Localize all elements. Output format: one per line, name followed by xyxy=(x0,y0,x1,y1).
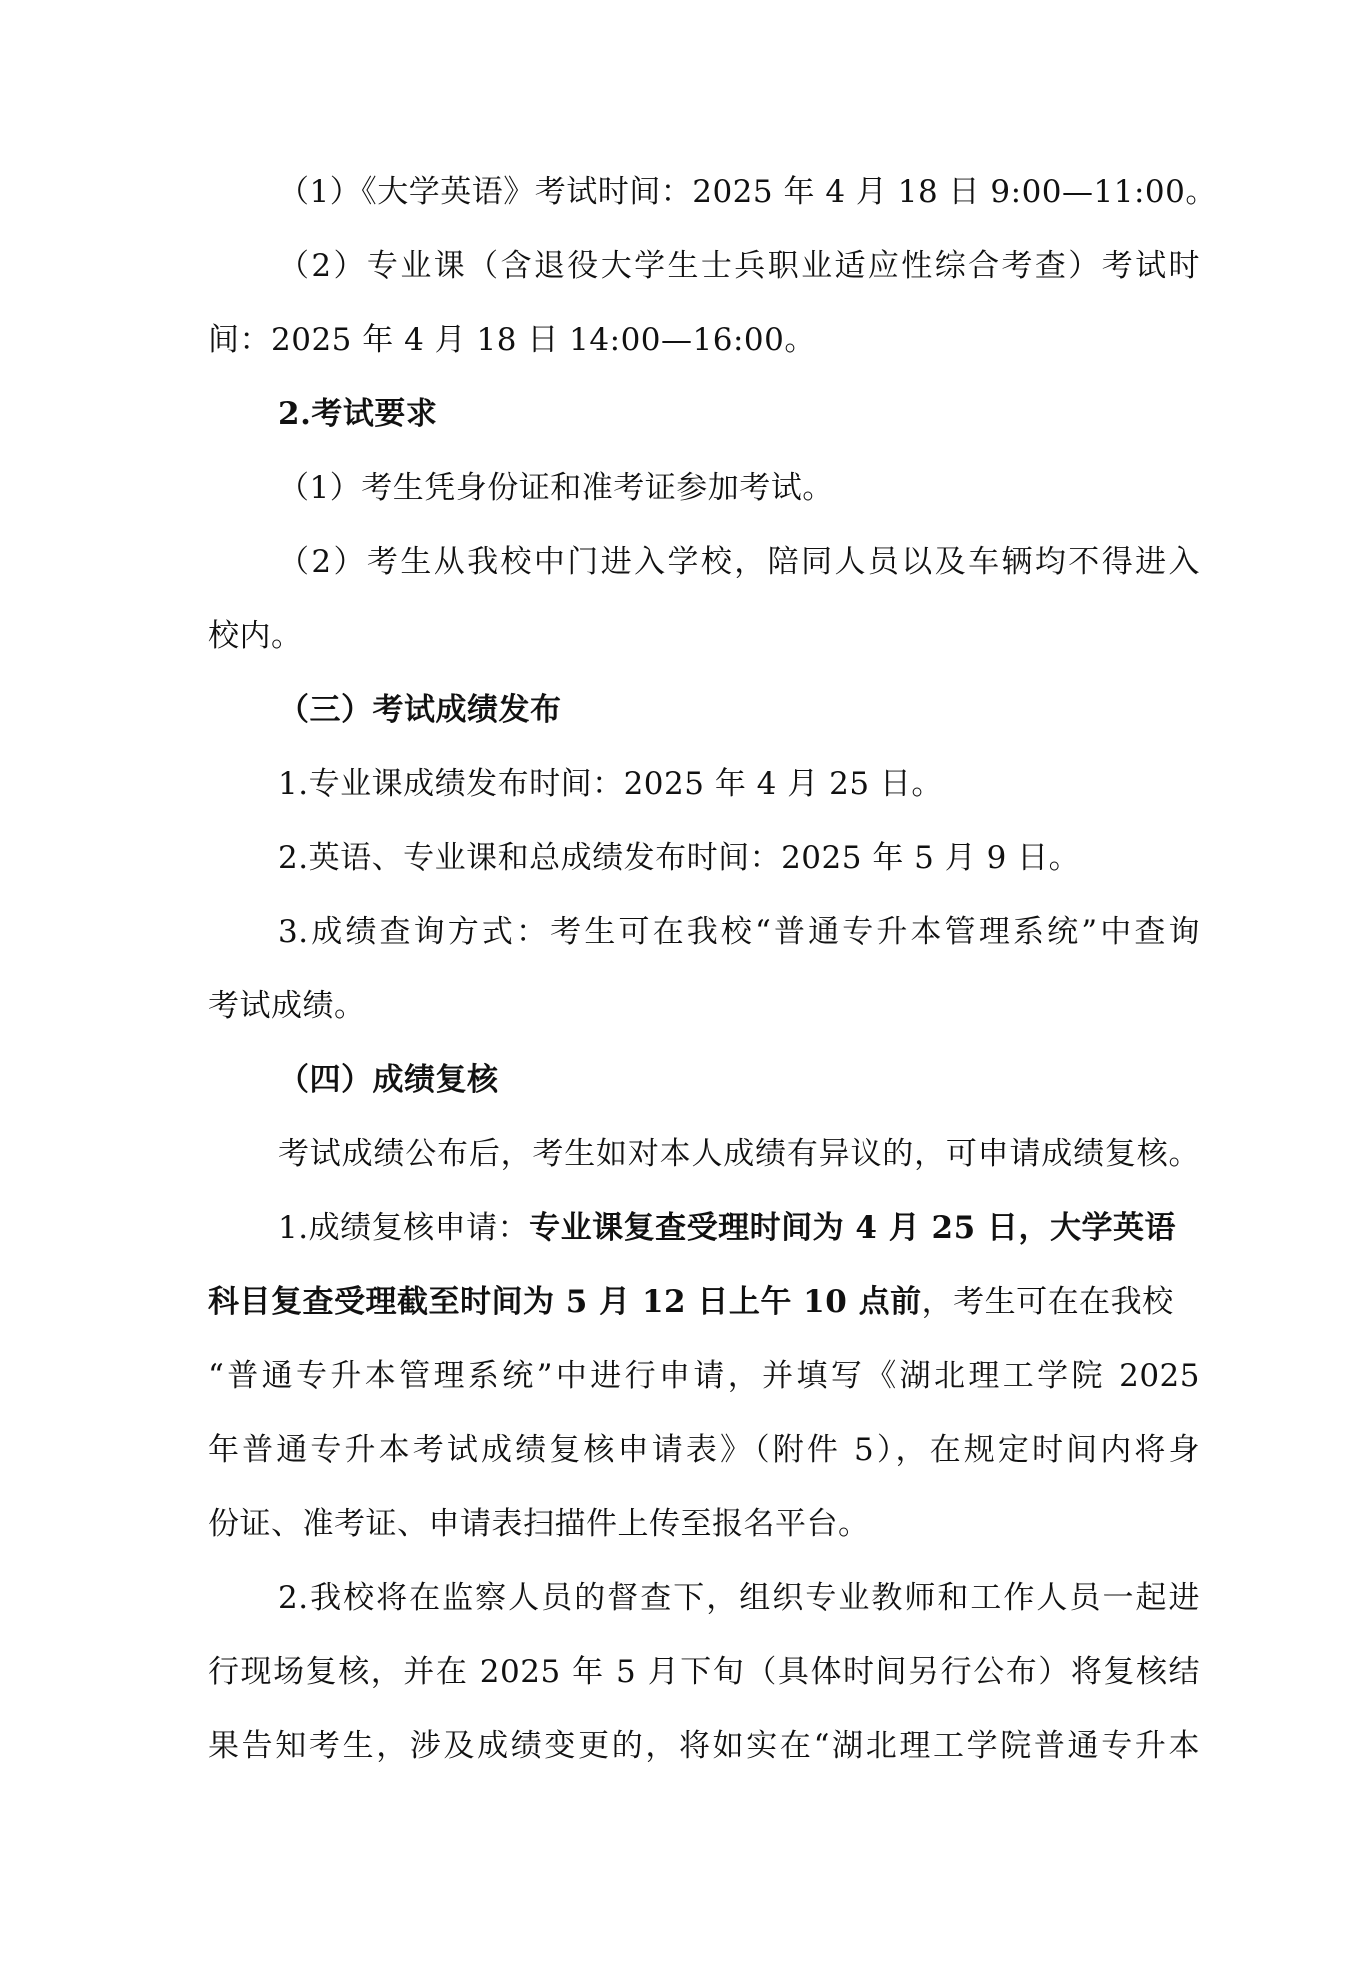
results-release-item-3-line1: 3.成绩查询方式：考生可在我校“普通专升本管理系统”中查询 xyxy=(278,914,1200,950)
results-release-item-3-line2: 考试成绩。 xyxy=(208,988,366,1024)
score-review-p1-line5: 份证、准考证、申请表扫描件上传至报名平台。 xyxy=(208,1506,870,1542)
score-review-p2-line1: 2.我校将在监察人员的督查下，组织专业教师和工作人员一起进 xyxy=(278,1580,1200,1616)
score-review-p1-rest2: ，考生可在在我校 xyxy=(921,1284,1174,1320)
results-release-heading: （三）考试成绩发布 xyxy=(278,692,562,728)
score-review-intro: 考试成绩公布后，考生如对本人成绩有异议的，可申请成绩复核。 xyxy=(278,1136,1200,1172)
major-exam-time-line2: 间：2025 年 4 月 18 日 14:00—16:00。 xyxy=(208,322,816,358)
score-review-p1-bold1: 专业课复查受理时间为 4 月 25 日，大学英语 xyxy=(529,1210,1176,1246)
score-review-heading: （四）成绩复核 xyxy=(278,1062,499,1098)
score-review-p1-line4: 年普通专升本考试成绩复核申请表》（附件 5），在规定时间内将身 xyxy=(208,1432,1200,1468)
major-exam-time-line1: （2）专业课（含退役大学生士兵职业适应性综合考查）考试时 xyxy=(278,248,1200,284)
results-release-item-1: 1.专业课成绩发布时间：2025 年 4 月 25 日。 xyxy=(278,766,943,802)
requirement-item-2-line2: 校内。 xyxy=(208,618,303,654)
score-review-p1-line1 xyxy=(278,1208,1200,1248)
score-review-p1-prefix: 1.成绩复核申请： xyxy=(278,1210,530,1246)
score-review-p2-line3: 果告知考生，涉及成绩变更的，将如实在“湖北理工学院普通专升本 xyxy=(208,1728,1200,1764)
requirement-item-2-line1: （2）考生从我校中门进入学校，陪同人员以及车辆均不得进入 xyxy=(278,544,1200,580)
results-release-item-2: 2.英语、专业课和总成绩发布时间：2025 年 5 月 9 日。 xyxy=(278,840,1081,876)
score-review-p1-line2 xyxy=(208,1282,1200,1322)
exam-requirements-heading: 2.考试要求 xyxy=(278,396,438,432)
english-exam-time: （1）《大学英语》考试时间：2025 年 4 月 18 日 9:00—11:00。 xyxy=(278,174,1217,210)
score-review-p1-bold2: 科目复查受理截至时间为 5 月 12 日上午 10 点前 xyxy=(208,1284,922,1320)
score-review-p2-line2: 行现场复核，并在 2025 年 5 月下旬（具体时间另行公布）将复核结 xyxy=(208,1654,1200,1690)
score-review-p1-line3: “普通专升本管理系统”中进行申请，并填写《湖北理工学院 2025 xyxy=(208,1358,1200,1394)
requirement-item-1: （1）考生凭身份证和准考证参加考试。 xyxy=(278,470,834,506)
